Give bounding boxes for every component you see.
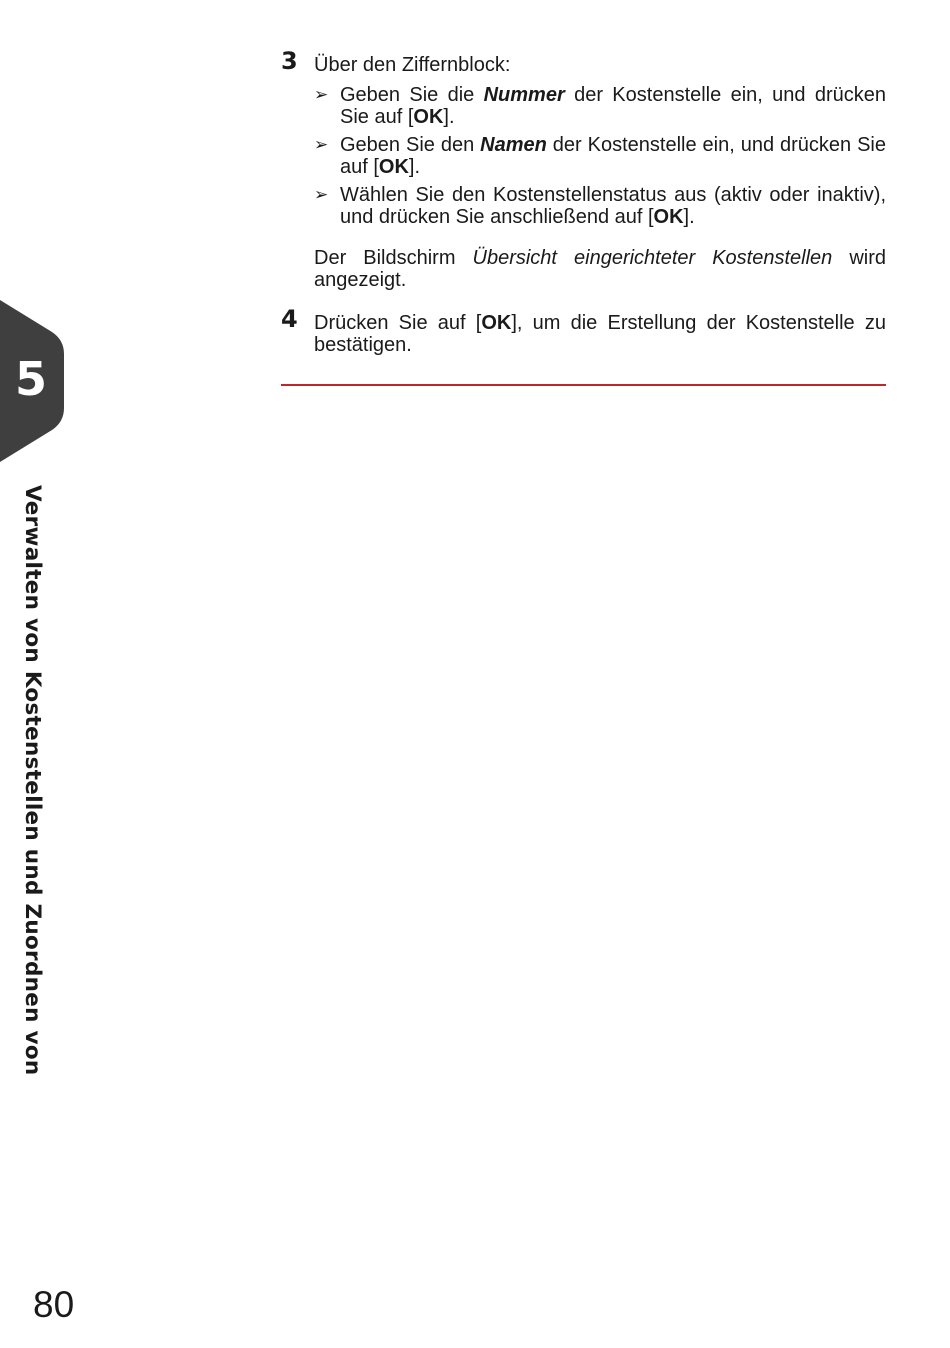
step-number: 3 (281, 47, 298, 75)
bullet-text: ]. (683, 206, 695, 228)
key-label: OK (481, 312, 512, 334)
note-text: Der Bildschirm (314, 247, 473, 269)
key-label: OK (378, 156, 409, 178)
step-4 (281, 305, 886, 356)
chapter-title: Verwalten von Kostenstellen und Zuordnen von (20, 485, 45, 1076)
bullet-item (314, 84, 886, 128)
bullet-item (314, 184, 886, 228)
bullet-item (314, 134, 886, 178)
bullet-text: der Kostenstelle ein, und drücken Sie auf [ (340, 134, 886, 178)
bullet-text: der Kostenstelle ein, und drücken Sie auf [ (340, 84, 886, 128)
screen-name: Übersicht eingerichteter Kostenstellen (472, 247, 833, 269)
page-number: 80 (33, 1284, 75, 1325)
key-label: OK (413, 106, 444, 128)
key-label: OK (653, 206, 684, 228)
bullet-text: ]. (443, 106, 455, 128)
bullet-list (314, 84, 886, 228)
bullet-emphasis: Nummer (483, 84, 565, 106)
step-number: 4 (281, 305, 298, 333)
bullet-text: ]. (408, 156, 421, 178)
chapter-number: 5 (14, 352, 47, 406)
arrowhead-bullet-icon: ➢ (314, 185, 329, 204)
step-3 (281, 47, 886, 291)
bullet-text: Wählen Sie den Kostenstellenstatus aus (aktiv oder inaktiv), und drücken Sie anschließend auf [ (340, 184, 886, 228)
arrowhead-bullet-icon: ➢ (314, 85, 329, 104)
instructions (281, 47, 886, 356)
bullet-emphasis: Namen (480, 134, 547, 156)
step-text-part: ], um die Erstellung der Kostenstelle zu bestätigen. (314, 312, 886, 356)
step-intro: Über den Ziffernblock: (314, 54, 511, 76)
step-text-part: Drücken Sie auf [ (314, 312, 482, 334)
step-text (314, 312, 886, 356)
arrowhead-bullet-icon: ➢ (314, 135, 329, 154)
bullet-text: Geben Sie die (340, 84, 484, 106)
screen-note (314, 247, 886, 291)
section-end-rule (281, 384, 886, 386)
note-text: wird angezeigt. (314, 247, 886, 291)
bullet-text: Geben Sie den (340, 134, 481, 156)
